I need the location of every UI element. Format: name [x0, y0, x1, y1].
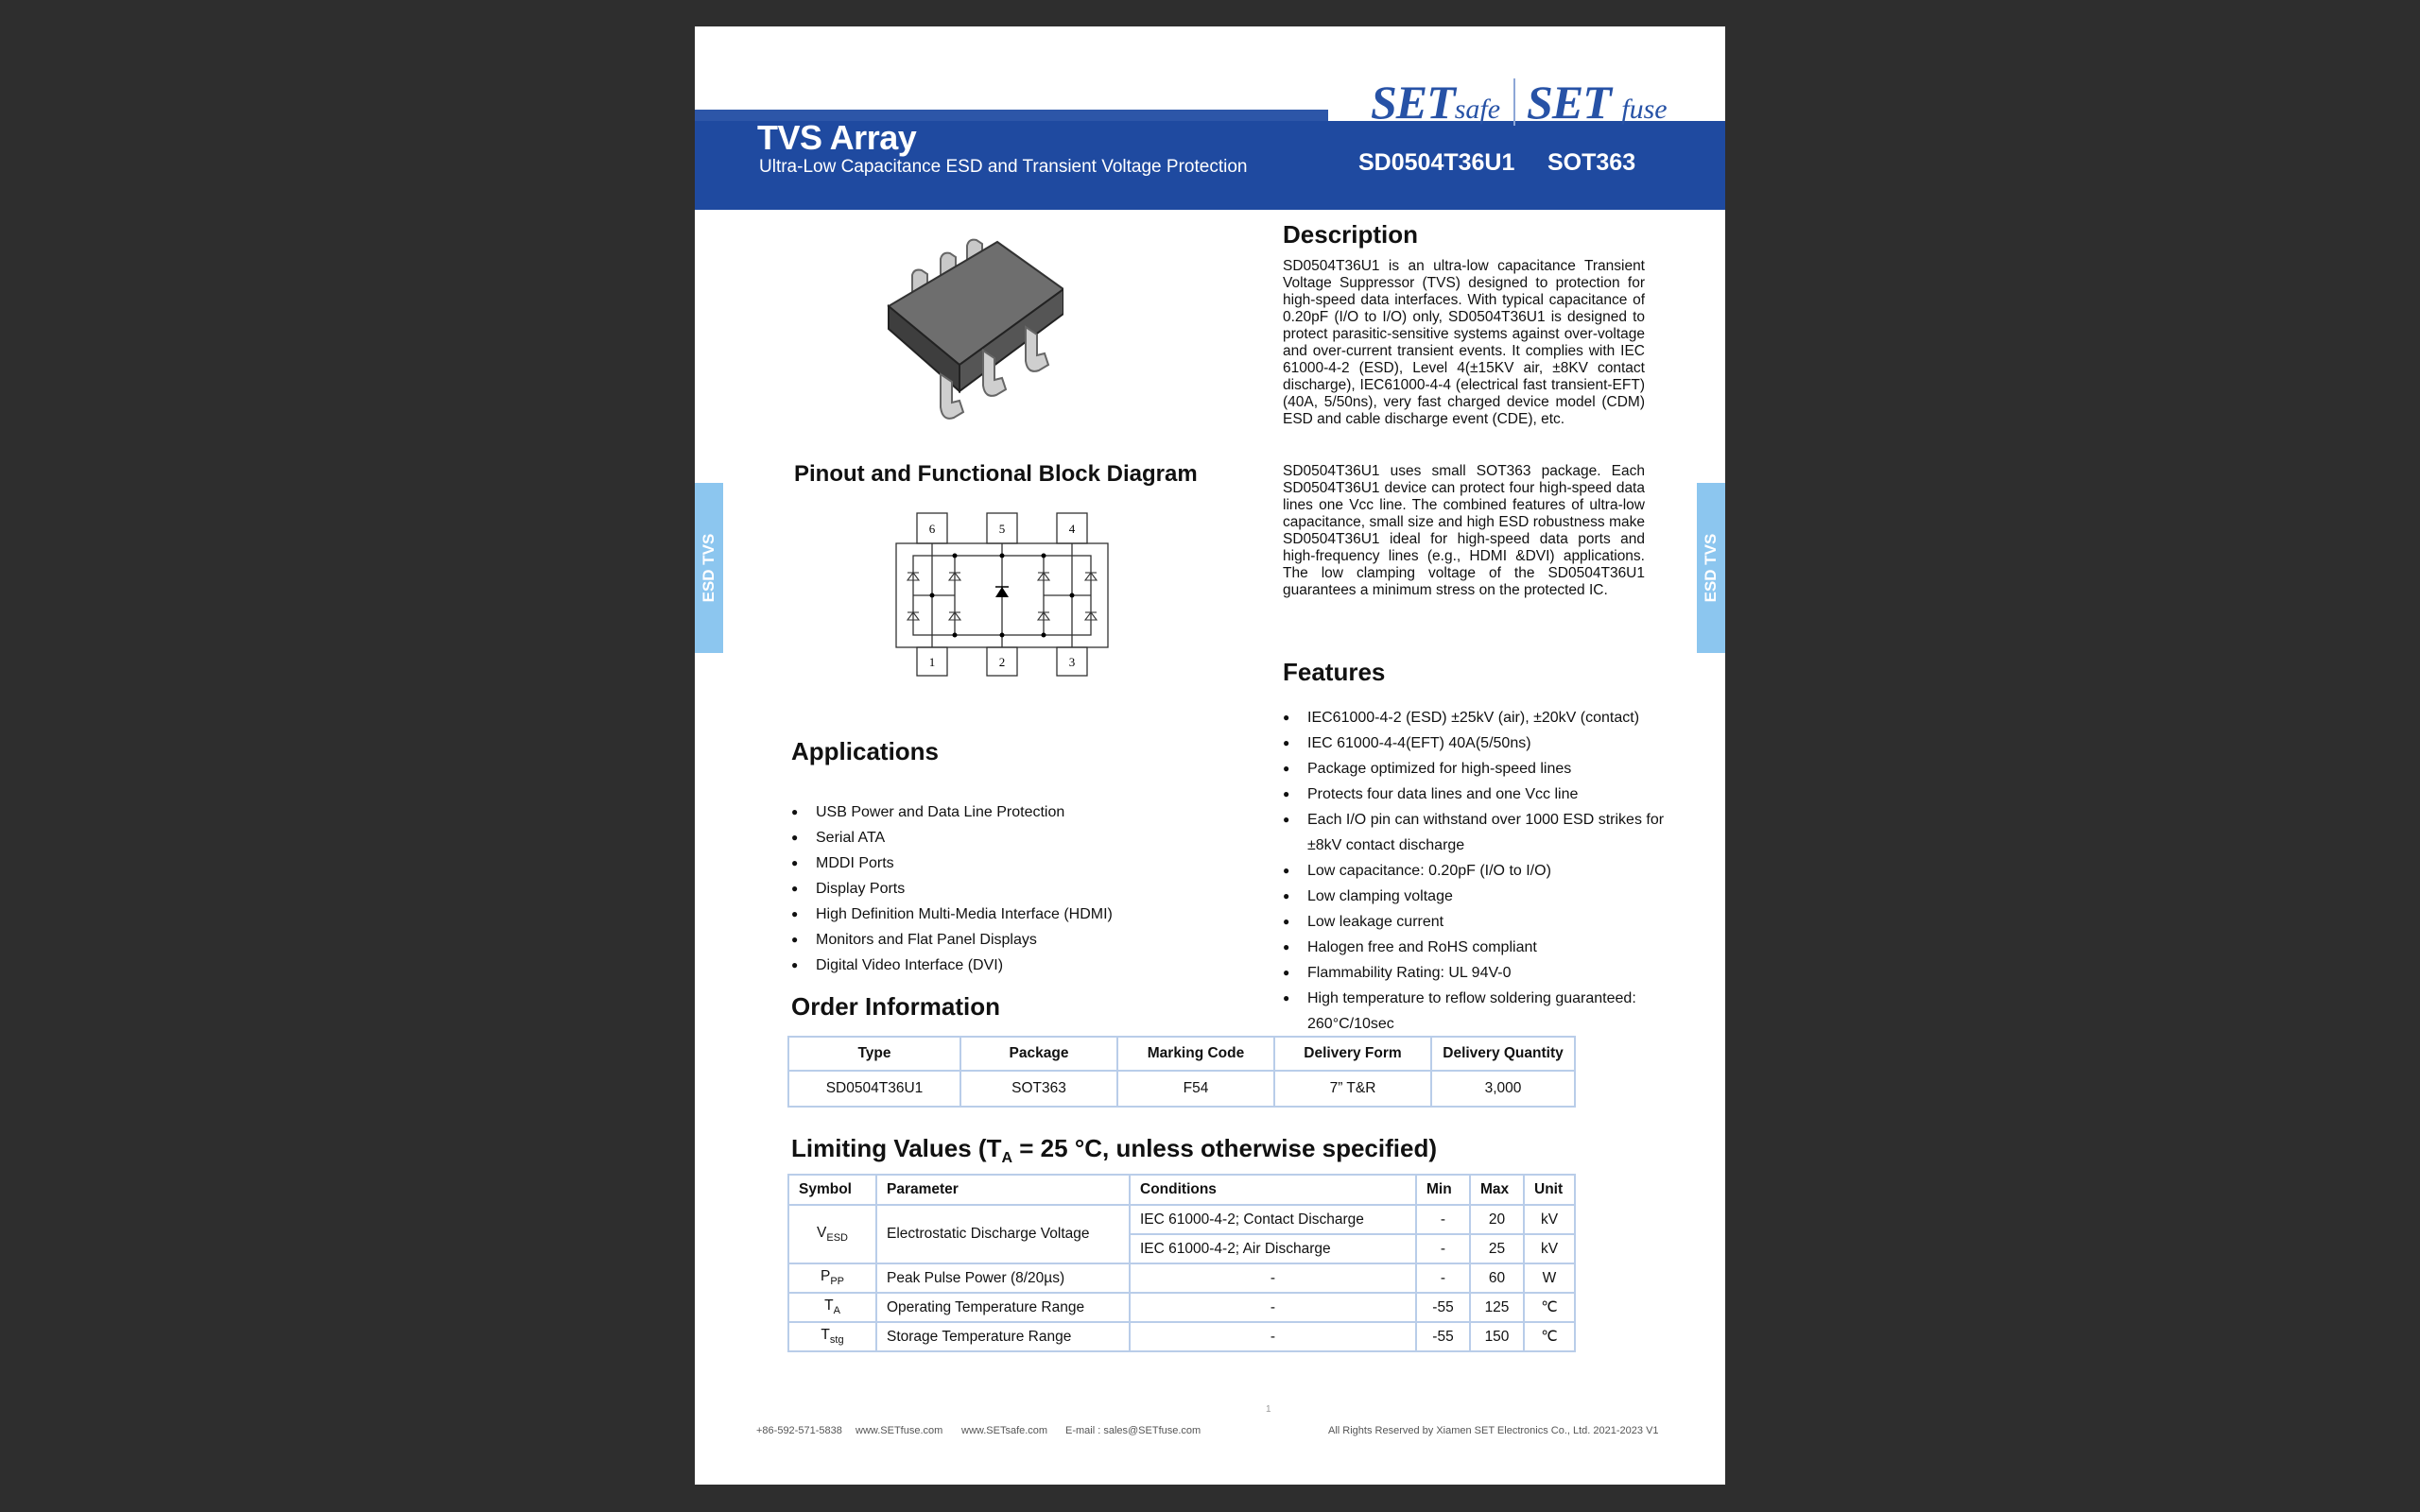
pin-label: 6 — [928, 522, 936, 536]
applications-list — [791, 799, 1188, 978]
footer-email[interactable]: E-mail : sales@SETfuse.com — [1065, 1425, 1201, 1436]
pin-label: 4 — [1068, 522, 1076, 536]
conditions-cell: IEC 61000-4-2; Contact Discharge — [1130, 1205, 1416, 1234]
max-cell: 125 — [1470, 1293, 1524, 1322]
brand-logos — [1371, 74, 1668, 130]
table-header-row — [788, 1175, 1575, 1205]
parameter-cell: Operating Temperature Range — [876, 1293, 1130, 1322]
column-header: Max — [1470, 1175, 1524, 1205]
table-cell: SD0504T36U1 — [788, 1071, 960, 1107]
conditions-cell: - — [1130, 1293, 1416, 1322]
max-cell: 60 — [1470, 1263, 1524, 1293]
footer-web-setsafe[interactable]: www.SETsafe.com — [961, 1425, 1048, 1436]
table-row — [788, 1071, 1575, 1107]
description-paragraph-1: SD0504T36U1 is an ultra-low capacitance Transient Voltage Suppressor (TVS) designed to protection for high-speed data interfaces. With typical capacitance of 0.20pF (I/O to I/O) only, SD0504T36U1 is designed to protect parasitic-sensitive systems against over-voltage and over-current transient events. It complies with IEC 61000-4-2 (ESD), Level 4(±15KV air, ±8KV contact discharge), IEC61000-4-4 (electrical fast transient-EFT) (40A, 5/50ns), very fast charged device model (CDM) ESD and cable discharge event (CDE), etc. — [1283, 258, 1645, 427]
parameter-cell: Electrostatic Discharge Voltage — [876, 1205, 1130, 1263]
list-item: ● IEC 61000-4-4(EFT) 40A(5/50ns) — [1283, 730, 1670, 756]
table-cell: 3,000 — [1431, 1071, 1575, 1107]
column-header: Package — [960, 1037, 1117, 1071]
list-item: ● USB Power and Data Line Protection — [791, 799, 1188, 825]
list-item: ● Flammability Rating: UL 94V-0 — [1283, 960, 1670, 986]
list-item: ● Digital Video Interface (DVI) — [791, 953, 1188, 978]
page-title: TVS Array — [757, 118, 917, 157]
min-cell: -55 — [1416, 1293, 1470, 1322]
list-item: ● Halogen free and RoHS compliant — [1283, 935, 1670, 960]
logo-divider — [1513, 78, 1515, 126]
max-cell: 20 — [1470, 1205, 1524, 1234]
unit-cell: kV — [1524, 1234, 1575, 1263]
table-header-row — [788, 1037, 1575, 1071]
column-header: Marking Code — [1117, 1037, 1274, 1071]
symbol-cell: $T_A$ — [788, 1293, 876, 1322]
list-item: ● Protects four data lines and one Vcc line — [1283, 782, 1670, 807]
min-cell: -55 — [1416, 1322, 1470, 1351]
max-cell: 25 — [1470, 1234, 1524, 1263]
column-header: Parameter — [876, 1175, 1130, 1205]
table-cell: 7” T&R — [1274, 1071, 1431, 1107]
side-tab-left: ESD TVS — [695, 483, 723, 653]
column-header: Min — [1416, 1175, 1470, 1205]
symbol-cell: $T_{stg}$ — [788, 1322, 876, 1351]
setfuse-logo: SET fuse — [1527, 76, 1668, 129]
package-name: SOT363 — [1547, 149, 1636, 176]
list-item: ● MDDI Ports — [791, 850, 1188, 876]
list-item: ● Low leakage current — [1283, 909, 1670, 935]
list-item: ● Serial ATA — [791, 825, 1188, 850]
list-item: ● High Definition Multi-Media Interface (HDMI) — [791, 902, 1188, 927]
column-header: Delivery Form — [1274, 1037, 1431, 1071]
part-number: SD0504T36U1 — [1358, 149, 1515, 176]
footer-web-setfuse[interactable]: www.SETfuse.com — [856, 1425, 943, 1436]
sot363-package-image — [884, 232, 1063, 450]
list-item: ● Display Ports — [791, 876, 1188, 902]
table-row — [788, 1263, 1575, 1293]
table-cell: F54 — [1117, 1071, 1274, 1107]
parameter-cell: Storage Temperature Range — [876, 1322, 1130, 1351]
pinout-heading: Pinout and Functional Block Diagram — [794, 461, 1198, 487]
unit-cell: kV — [1524, 1205, 1575, 1234]
side-tab-right: ESD TVS — [1697, 483, 1725, 653]
table-row — [788, 1293, 1575, 1322]
footer-copyright: All Rights Reserved by Xiamen SET Electronics Co., Ltd. 2021-2023 V1 — [1328, 1425, 1659, 1436]
column-header: Delivery Quantity — [1431, 1037, 1575, 1071]
list-item: ● IEC61000-4-2 (ESD) ±25kV (air), ±20kV (contact) — [1283, 705, 1670, 730]
conditions-cell: - — [1130, 1322, 1416, 1351]
min-cell: - — [1416, 1234, 1470, 1263]
pin-label: 5 — [998, 522, 1006, 536]
unit-cell: ℃ — [1524, 1322, 1575, 1351]
page-number: 1 — [1266, 1404, 1271, 1415]
column-header: Type — [788, 1037, 960, 1071]
description-heading: Description — [1283, 220, 1419, 249]
conditions-cell: IEC 61000-4-2; Air Discharge — [1130, 1234, 1416, 1263]
features-list — [1283, 705, 1670, 1037]
max-cell: 150 — [1470, 1322, 1524, 1351]
table-row — [788, 1205, 1575, 1234]
order-table — [787, 1036, 1576, 1108]
table-cell: SOT363 — [960, 1071, 1117, 1107]
parameter-cell: Peak Pulse Power (8/20µs) — [876, 1263, 1130, 1293]
conditions-cell: - — [1130, 1263, 1416, 1293]
datasheet-page — [695, 26, 1725, 1485]
column-header: Unit — [1524, 1175, 1575, 1205]
list-item: ● Low capacitance: 0.20pF (I/O to I/O) — [1283, 858, 1670, 884]
pin-label: 3 — [1068, 655, 1076, 669]
unit-cell: ℃ — [1524, 1293, 1575, 1322]
symbol-cell: $V_{ESD}$ — [788, 1205, 876, 1263]
min-cell: - — [1416, 1263, 1470, 1293]
setsafe-logo: SETsafe — [1371, 76, 1501, 129]
list-item: ● Low clamping voltage — [1283, 884, 1670, 909]
footer-phone: +86-592-571-5838 — [756, 1425, 842, 1436]
pin-label: 2 — [998, 655, 1006, 669]
column-header: Conditions — [1130, 1175, 1416, 1205]
list-item: ● Each I/O pin can withstand over 1000 ESD strikes for ±8kV contact discharge — [1283, 807, 1670, 858]
list-item: ● Package optimized for high-speed lines — [1283, 756, 1670, 782]
list-item: ● Monitors and Flat Panel Displays — [791, 927, 1188, 953]
features-heading: Features — [1283, 658, 1386, 686]
pin-label: 1 — [928, 655, 936, 669]
functional-block-diagram — [889, 504, 1115, 716]
symbol-cell: $P_{PP}$ — [788, 1263, 876, 1293]
min-cell: - — [1416, 1205, 1470, 1234]
description-paragraph-2: SD0504T36U1 uses small SOT363 package. Each SD0504T36U1 device can protect four high-speed data lines one Vcc line. The combined features of ultra-low capacitance, small size and high ESD robustness make SD0504T36U1 ideal for high-speed data ports and high-frequency lines (e.g., HDMI &DVI) applications. The low clamping voltage of the SD0504T36U1 guarantees a minimum stress on the protected IC. — [1283, 463, 1645, 598]
limits-heading: Limiting Values ($T_A = 25$ °C, unless otherwise specified) — [791, 1134, 1437, 1167]
column-header: Symbol — [788, 1175, 876, 1205]
list-item: ● High temperature to reflow soldering guaranteed: 260°C/10sec — [1283, 986, 1670, 1037]
unit-cell: W — [1524, 1263, 1575, 1293]
limits-table — [787, 1174, 1576, 1352]
table-row — [788, 1322, 1575, 1351]
order-heading: Order Information — [791, 992, 1001, 1021]
applications-heading: Applications — [791, 737, 940, 765]
page-subtitle: Ultra-Low Capacitance ESD and Transient Voltage Protection — [759, 157, 1248, 177]
